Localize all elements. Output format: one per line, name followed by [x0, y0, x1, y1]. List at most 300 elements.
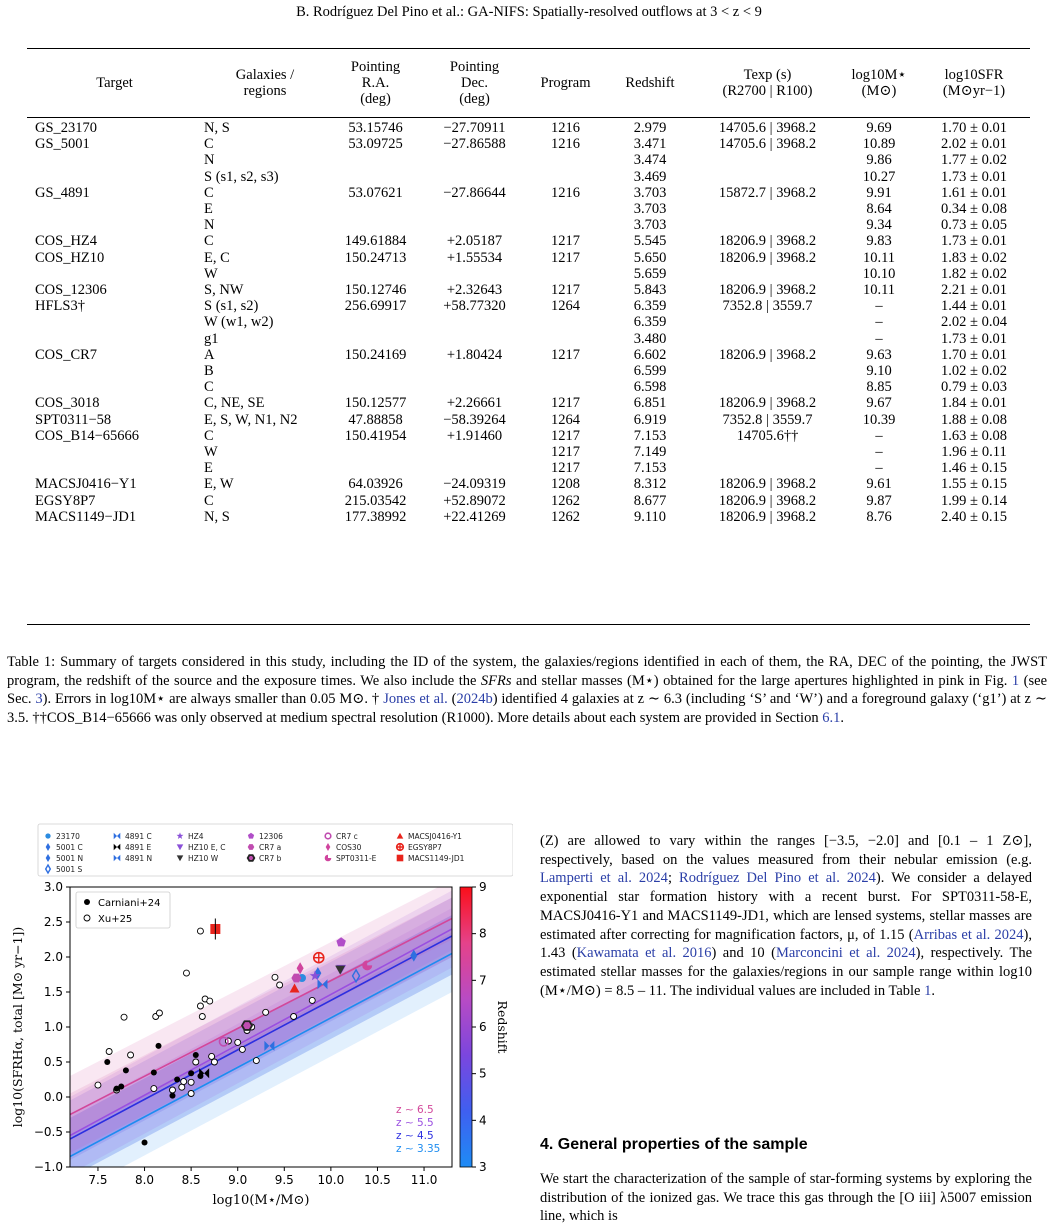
cell-regions: C [204, 492, 214, 509]
legend-label: 4891 C [125, 832, 152, 841]
xu-point [277, 982, 283, 988]
table-top-rule [27, 48, 1030, 49]
cell-texp: 18206.9 | 3968.2 [718, 346, 817, 363]
table-row [27, 428, 1030, 444]
table-row [27, 201, 1030, 217]
table-row [27, 476, 1030, 492]
cell-program [526, 379, 605, 395]
colorbar-tick-label: 4 [479, 1113, 487, 1128]
cell-ra [328, 314, 423, 330]
cell-mass: 10.11 [862, 282, 896, 299]
cell-program: 1217 [551, 395, 580, 412]
cell-regions: C [204, 379, 214, 396]
running-head: B. Rodríguez Del Pino et al.: GA-NIFS: Spatially-resolved outflows at 3 < z < 9 [296, 4, 762, 20]
cell-texp: 18206.9 | 3968.2 [718, 395, 817, 412]
cell-program: 1262 [551, 508, 580, 525]
cell-sfr: 2.02 ± 0.01 [941, 136, 1007, 153]
cell-regions: A [204, 346, 215, 363]
cell-z: 3.703 [633, 201, 667, 218]
inner-legend [76, 892, 170, 928]
section-body-text: We start the characterization of the sample of star-forming systems by exploring the distribution of the ionized gas. We trace this gas through the [O iii] λ5007 emission line, which is [540, 1171, 1032, 1225]
cell-texp [695, 379, 840, 395]
cell-dec: −27.86644 [443, 184, 506, 201]
xu-point [188, 1091, 194, 1097]
cell-sfr: 1.55 ± 0.15 [941, 476, 1007, 493]
cell-regions: N [204, 217, 215, 234]
sfr-mass-chart [8, 820, 513, 1220]
xu-point [183, 970, 189, 976]
cell-regions: E [204, 201, 213, 218]
cell-z: 6.851 [633, 395, 667, 412]
legend-label: SPT0311-E [336, 854, 377, 863]
jones-year-link[interactable]: 2024b [456, 691, 493, 708]
legend-label: HZ10 W [188, 854, 219, 863]
cell-mass: 10.27 [862, 168, 896, 185]
table-row [27, 266, 1030, 282]
figure-1 [8, 820, 513, 1220]
col-dec: Pointing Dec. (deg) [449, 58, 500, 108]
cell-dec [423, 169, 526, 185]
cell-ra [328, 217, 423, 233]
legend-label: 5001 C [56, 843, 83, 852]
cell-mass: 10.39 [862, 411, 896, 428]
table-row [27, 379, 1030, 395]
table-row [27, 460, 1030, 476]
cell-texp: 14705.6†† [736, 427, 799, 444]
cell-mass: – [875, 298, 883, 315]
cell-target: COS_CR7 [35, 346, 98, 363]
fig-ref-link[interactable]: 1 [1011, 672, 1020, 689]
xu-point [197, 1003, 203, 1009]
table-row [27, 185, 1030, 201]
carniani-point [142, 1140, 148, 1146]
cell-target [27, 266, 202, 282]
cell-program [526, 314, 605, 330]
cell-dec [423, 460, 526, 476]
cell-mass: 9.67 [866, 395, 892, 412]
cell-program: 1208 [551, 476, 580, 493]
kawamata-ref-link[interactable]: Kawamata et al. 2016 [576, 945, 712, 962]
col-regions: Galaxies / regions [235, 66, 295, 99]
xu-point [128, 1052, 134, 1058]
cell-dec: −24.09319 [443, 476, 506, 493]
arribas-ref-link[interactable]: Arribas et al. 2024 [913, 926, 1024, 943]
table-row [27, 298, 1030, 314]
cell-mass: 9.86 [866, 152, 892, 169]
legend-label: MACSJ0416-Y1 [408, 832, 462, 841]
x-tick-label: 7.5 [88, 1173, 108, 1187]
cell-mass: – [875, 427, 883, 444]
xu-legend-label: Xu+25 [98, 914, 133, 925]
xu-point [253, 1058, 259, 1064]
table-row [27, 136, 1030, 152]
table-row [27, 114, 1030, 136]
cell-regions: N [204, 152, 215, 169]
cell-z: 3.474 [633, 152, 667, 169]
y-tick-label: 1.5 [43, 985, 63, 999]
cell-ra: 64.03926 [348, 476, 403, 493]
col-sfr: log10SFR (M⊙yr−1) [942, 66, 1006, 99]
table-row [27, 282, 1030, 298]
colorbar-tick-label: 5 [479, 1066, 487, 1081]
cell-mass: – [875, 314, 883, 331]
targets-table [27, 52, 1030, 525]
cell-sfr: 2.21 ± 0.01 [941, 282, 1007, 299]
carniani-point [123, 1067, 129, 1073]
cell-dec: +58.77320 [443, 298, 506, 315]
cell-mass: – [875, 330, 883, 347]
cell-dec [423, 331, 526, 347]
cell-dec [423, 363, 526, 379]
legend-label: CR7 b [259, 854, 282, 863]
cell-ra: 53.15746 [348, 120, 403, 136]
cell-texp [695, 217, 840, 233]
colorbar-ticks [472, 880, 510, 1174]
cell-regions: E, W [204, 476, 234, 493]
cell-ra [328, 266, 423, 282]
y-tick-label: −1.0 [33, 1160, 63, 1174]
cell-z: 6.359 [633, 314, 667, 331]
cell-z: 7.153 [633, 460, 667, 477]
xu-point [309, 997, 315, 1003]
cell-target: COS_B14−65666 [35, 427, 140, 444]
carniani-point [118, 1084, 124, 1090]
section-ref-link[interactable]: 6.1 [822, 710, 841, 727]
cell-sfr: 1.46 ± 0.15 [941, 460, 1007, 477]
legend-marker-23170 [45, 833, 50, 838]
table-row [27, 412, 1030, 428]
cell-ra [328, 379, 423, 395]
cell-dec: −27.70911 [443, 120, 506, 136]
cell-target [27, 460, 202, 476]
cell-mass: 9.69 [866, 120, 892, 136]
cell-dec: −58.39264 [443, 411, 506, 428]
band-label: z ∼ 5.5 [396, 1117, 434, 1129]
colorbar-tick-label: 3 [479, 1160, 487, 1174]
cell-target: MACS1149−JD1 [35, 508, 137, 525]
cell-sfr: 1.73 ± 0.01 [941, 168, 1007, 185]
carniani-point [169, 1093, 175, 1099]
xu-point [95, 1082, 101, 1088]
cell-target: COS_HZ4 [35, 233, 98, 250]
xu-point [235, 1039, 241, 1045]
cell-dec: +1.80424 [446, 346, 503, 363]
xu-point [181, 1079, 187, 1085]
cell-z: 3.703 [633, 184, 667, 201]
cell-ra [328, 152, 423, 168]
carniani-legend-label: Carniani+24 [98, 898, 161, 909]
cell-ra: 47.88858 [348, 411, 403, 428]
carniani-point [104, 1059, 110, 1065]
cell-ra [328, 201, 423, 217]
legend-label: COS30 [336, 843, 362, 852]
cell-sfr: 1.02 ± 0.02 [941, 363, 1007, 380]
marconcini-ref-link[interactable]: Marconcini et al. 2024 [775, 945, 916, 962]
cell-texp: 18206.9 | 3968.2 [718, 233, 817, 250]
table-row [27, 217, 1030, 233]
cell-dec [423, 201, 526, 217]
cell-sfr: 1.96 ± 0.11 [941, 444, 1007, 461]
table-header-row [27, 52, 1030, 114]
cell-z: 3.471 [633, 136, 667, 153]
cell-dec: +2.26661 [446, 395, 503, 412]
cell-mass: 9.34 [866, 217, 892, 234]
jones-ref-link[interactable]: Jones et al. [383, 691, 448, 708]
col-redshift: Redshift [625, 74, 675, 91]
table-row [27, 444, 1030, 460]
sec-ref-link[interactable]: 3 [35, 691, 43, 708]
cell-target [27, 217, 202, 233]
cell-ra: 256.69917 [344, 298, 407, 315]
cell-regions: N, S [204, 120, 230, 136]
rodriguez-ref-link[interactable]: Rodríguez Del Pino et al. 2024 [679, 870, 876, 887]
x-tick-label: 10.0 [317, 1173, 345, 1187]
cell-mass: 8.76 [866, 508, 892, 525]
cell-program: 1217 [551, 460, 580, 477]
cell-z: 5.650 [633, 249, 667, 266]
cell-z: 8.312 [633, 476, 667, 493]
cell-ra [328, 444, 423, 460]
cell-target [27, 314, 202, 330]
cell-texp: 15872.7 | 3968.2 [718, 184, 817, 201]
cell-mass: – [875, 460, 883, 477]
section-heading: 4. General properties of the sample [540, 1136, 808, 1153]
cell-sfr: 1.83 ± 0.02 [941, 249, 1007, 266]
legend-label: 4891 N [125, 854, 153, 863]
cell-texp [695, 169, 840, 185]
col-target: Target [96, 74, 133, 91]
xu-point [211, 1059, 217, 1065]
cell-ra: 149.61884 [344, 233, 407, 250]
cell-target: GS_4891 [35, 184, 90, 201]
legend-label: MACS1149-JD1 [408, 854, 465, 863]
cell-mass: 8.64 [866, 201, 892, 218]
cell-mass: 9.87 [866, 492, 892, 509]
table-ref-link[interactable]: 1 [924, 982, 932, 999]
cell-target: MACSJ0416−Y1 [35, 476, 137, 493]
cell-program: 1262 [551, 492, 580, 509]
cell-dec [423, 444, 526, 460]
cell-sfr: 2.02 ± 0.04 [941, 314, 1007, 331]
cell-regions: C [204, 136, 214, 153]
cell-program [526, 169, 605, 185]
y-axis-label: log10(SFRHα, total [M⊙ yr−1]) [10, 926, 25, 1128]
y-tick-label: 2.5 [43, 915, 63, 929]
cell-target: COS_3018 [35, 395, 100, 412]
band-label: z ∼ 4.5 [396, 1130, 434, 1142]
body-text-column: (Z) are allowed to vary within the ranges [−3.5, −2.0] and [0.1 – 1 Z⊙], respectively, based on the values measured from their nebular emission (e.g. Lamperti et al. 2024; Rodríguez Del Pino et al. 2024). We consider a delayed exponential star formation history with a recent burst. For SPT0311-58-E, MACSJ0416-Y1 and MACS1149-JD1, which are lensed systems, stellar masses are estimated after correcting for magnification factors, μ, of 1.15 (Arribas et al. 2024), 1.43 (Kawamata et al. 2016) and 10 (Marconcini et al. 2024), respectively. The estimated stellar masses for the galaxies/regions in our sample range within log10 (M⋆/M⊙) = 8.5 – 11. The individual values are included in Table 1. [540, 833, 1033, 999]
cell-regions: S, NW [204, 282, 244, 299]
cell-regions: C [204, 184, 214, 201]
cell-target [27, 152, 202, 168]
cell-texp [695, 363, 840, 379]
cell-z: 3.469 [633, 168, 667, 185]
col-mass: log10M⋆ (M⊙) [851, 66, 907, 99]
cell-regions: W (w1, w2) [204, 314, 274, 331]
table-row [27, 250, 1030, 266]
legend-marker-egsy8p7 [397, 844, 404, 851]
cell-sfr: 1.84 ± 0.01 [941, 395, 1007, 412]
cell-sfr: 1.63 ± 0.08 [941, 427, 1007, 444]
cell-sfr: 1.73 ± 0.01 [941, 233, 1007, 250]
cell-z: 6.919 [633, 411, 667, 428]
cell-ra: 177.38992 [344, 508, 407, 525]
cell-target [27, 379, 202, 395]
xu-point [121, 1014, 127, 1020]
cell-ra: 150.24713 [344, 249, 407, 266]
carniani-point [193, 1052, 199, 1058]
table-row [27, 509, 1030, 525]
cell-program [526, 217, 605, 233]
cell-texp [695, 331, 840, 347]
cell-z: 6.598 [633, 379, 667, 396]
cell-dec: −27.86588 [443, 136, 506, 153]
cell-mass: 9.61 [866, 476, 892, 493]
cell-program: 1216 [551, 136, 580, 153]
y-tick-label: 3.0 [43, 880, 63, 894]
cell-sfr: 0.79 ± 0.03 [941, 379, 1007, 396]
cell-ra [328, 460, 423, 476]
x-tick-label: 8.0 [134, 1173, 155, 1187]
xu-point [199, 1014, 205, 1020]
carniani-point [174, 1077, 180, 1083]
xu-point [169, 1087, 175, 1093]
legend-label: 23170 [56, 832, 80, 841]
cell-sfr: 1.61 ± 0.01 [941, 184, 1007, 201]
xu-point [151, 1086, 157, 1092]
cell-texp: 18206.9 | 3968.2 [718, 249, 817, 266]
legend-label: EGSY8P7 [408, 843, 442, 852]
cell-texp [695, 460, 840, 476]
cell-ra: 53.07621 [348, 184, 403, 201]
cell-z: 2.979 [633, 120, 667, 136]
cell-z: 6.602 [633, 346, 667, 363]
cell-dec [423, 217, 526, 233]
cell-target: GS_23170 [35, 120, 98, 136]
cell-texp: 14705.6 | 3968.2 [718, 120, 817, 136]
cell-program [526, 266, 605, 282]
y-tick-label: 0.5 [43, 1055, 63, 1069]
cell-z: 5.545 [633, 233, 667, 250]
cell-regions: g1 [204, 330, 219, 347]
cell-ra: 150.41954 [344, 427, 407, 444]
y-tick-label: 1.0 [43, 1020, 63, 1034]
cell-ra: 150.12746 [344, 282, 407, 299]
cell-target: GS_5001 [35, 136, 90, 153]
x-tick-label: 10.5 [364, 1173, 391, 1187]
cell-mass: 8.85 [866, 379, 892, 396]
cell-target [27, 331, 202, 347]
table-row [27, 363, 1030, 379]
cell-mass: 10.10 [862, 265, 896, 282]
cell-texp [695, 152, 840, 168]
cell-program: 1264 [551, 298, 580, 315]
cell-regions: E, S, W, N1, N2 [204, 411, 298, 428]
x-tick-label: 9.5 [274, 1173, 294, 1187]
table-row [27, 331, 1030, 347]
cell-z: 7.153 [633, 427, 667, 444]
table-row [27, 314, 1030, 330]
cell-dec: +2.05187 [446, 233, 503, 250]
cell-program: 1217 [551, 346, 580, 363]
cell-ra: 150.12577 [344, 395, 407, 412]
cell-ra [328, 331, 423, 347]
cell-regions: S (s1, s2, s3) [204, 168, 279, 185]
cell-dec [423, 266, 526, 282]
cell-regions: C [204, 233, 214, 250]
carniani-legend-marker [84, 899, 90, 905]
table-row [27, 347, 1030, 363]
cell-ra [328, 363, 423, 379]
col-ra: Pointing R.A. (deg) [350, 58, 401, 108]
cell-target: COS_12306 [35, 282, 107, 299]
cell-program [526, 331, 605, 347]
legend-label: CR7 c [336, 832, 358, 841]
cell-program: 1216 [551, 184, 580, 201]
cell-dec: +52.89072 [443, 492, 506, 509]
cell-z: 3.703 [633, 217, 667, 234]
colorbar-tick-label: 9 [479, 880, 487, 894]
cell-z: 8.677 [633, 492, 667, 509]
table-caption: Table 1: Summary of targets considered in this study, including the ID of the system, the galaxies/regions identified in each of them, the RA, DEC of the pointing, the JWST program, the redshift of the source and the exposure times. We also include the SFRs and stellar masses (M⋆) obtained for the large apertures highlighted in pink in Fig. 1 (see Sec. 3). Errors in log10M⋆ are always smaller than 0.05 M⊙. † Jones et al. (2024b) identified 4 galaxies at z ∼ 6.3 (including ‘S’ and ‘W’) and a foreground galaxy (‘g1’) at z ∼ 3.5. ††COS_B14−65666 was only observed at medium spectral resolution (R1000). More details about each system are provided in Section 6.1. [7, 654, 1048, 727]
cell-texp: 18206.9 | 3968.2 [718, 282, 817, 299]
cell-target [27, 169, 202, 185]
table-row [27, 169, 1030, 185]
cell-dec [423, 314, 526, 330]
colorbar [460, 887, 472, 1167]
cell-regions: W [204, 265, 218, 282]
cell-regions: S (s1, s2) [204, 298, 259, 315]
y-tick-label: −0.5 [33, 1125, 63, 1139]
legend-label: HZ10 E, C [188, 843, 226, 852]
cell-mass: 10.11 [862, 249, 896, 266]
cell-program: 1217 [551, 444, 580, 461]
cell-z: 6.599 [633, 363, 667, 380]
cell-program: 1217 [551, 249, 580, 266]
cell-z: 6.359 [633, 298, 667, 315]
cell-z: 7.149 [633, 444, 667, 461]
cell-program: 1216 [551, 120, 580, 136]
cell-sfr: 1.44 ± 0.01 [941, 298, 1007, 315]
legend-label: HZ4 [188, 832, 204, 841]
table-row [27, 493, 1030, 509]
cell-sfr: 1.70 ± 0.01 [941, 120, 1007, 136]
cell-sfr: 0.34 ± 0.08 [941, 201, 1007, 218]
lamperti-ref-link[interactable]: Lamperti et al. 2024 [540, 870, 668, 887]
cell-dec: +2.32643 [446, 282, 503, 299]
x-tick-label: 9.0 [228, 1173, 248, 1187]
carniani-point [151, 1070, 157, 1076]
cell-ra: 215.03542 [344, 492, 407, 509]
y-tick-label: 0.0 [43, 1090, 63, 1104]
table-body [27, 114, 1030, 525]
cell-target: HFLS3† [35, 298, 85, 315]
band-labels [396, 1104, 440, 1155]
cell-target [27, 363, 202, 379]
cell-mass: 9.63 [866, 346, 892, 363]
band-label: z ∼ 3.35 [396, 1143, 441, 1155]
cell-texp [695, 314, 840, 330]
cell-regions: C [204, 427, 214, 444]
cell-sfr: 1.88 ± 0.08 [941, 411, 1007, 428]
xu-point [263, 1009, 269, 1015]
cell-target: EGSY8P7 [35, 492, 96, 509]
cell-texp [695, 444, 840, 460]
cell-texp: 7352.8 | 3559.7 [722, 298, 813, 315]
cell-regions: E [204, 460, 213, 477]
cell-program [526, 152, 605, 168]
cell-mass: 9.91 [866, 184, 892, 201]
